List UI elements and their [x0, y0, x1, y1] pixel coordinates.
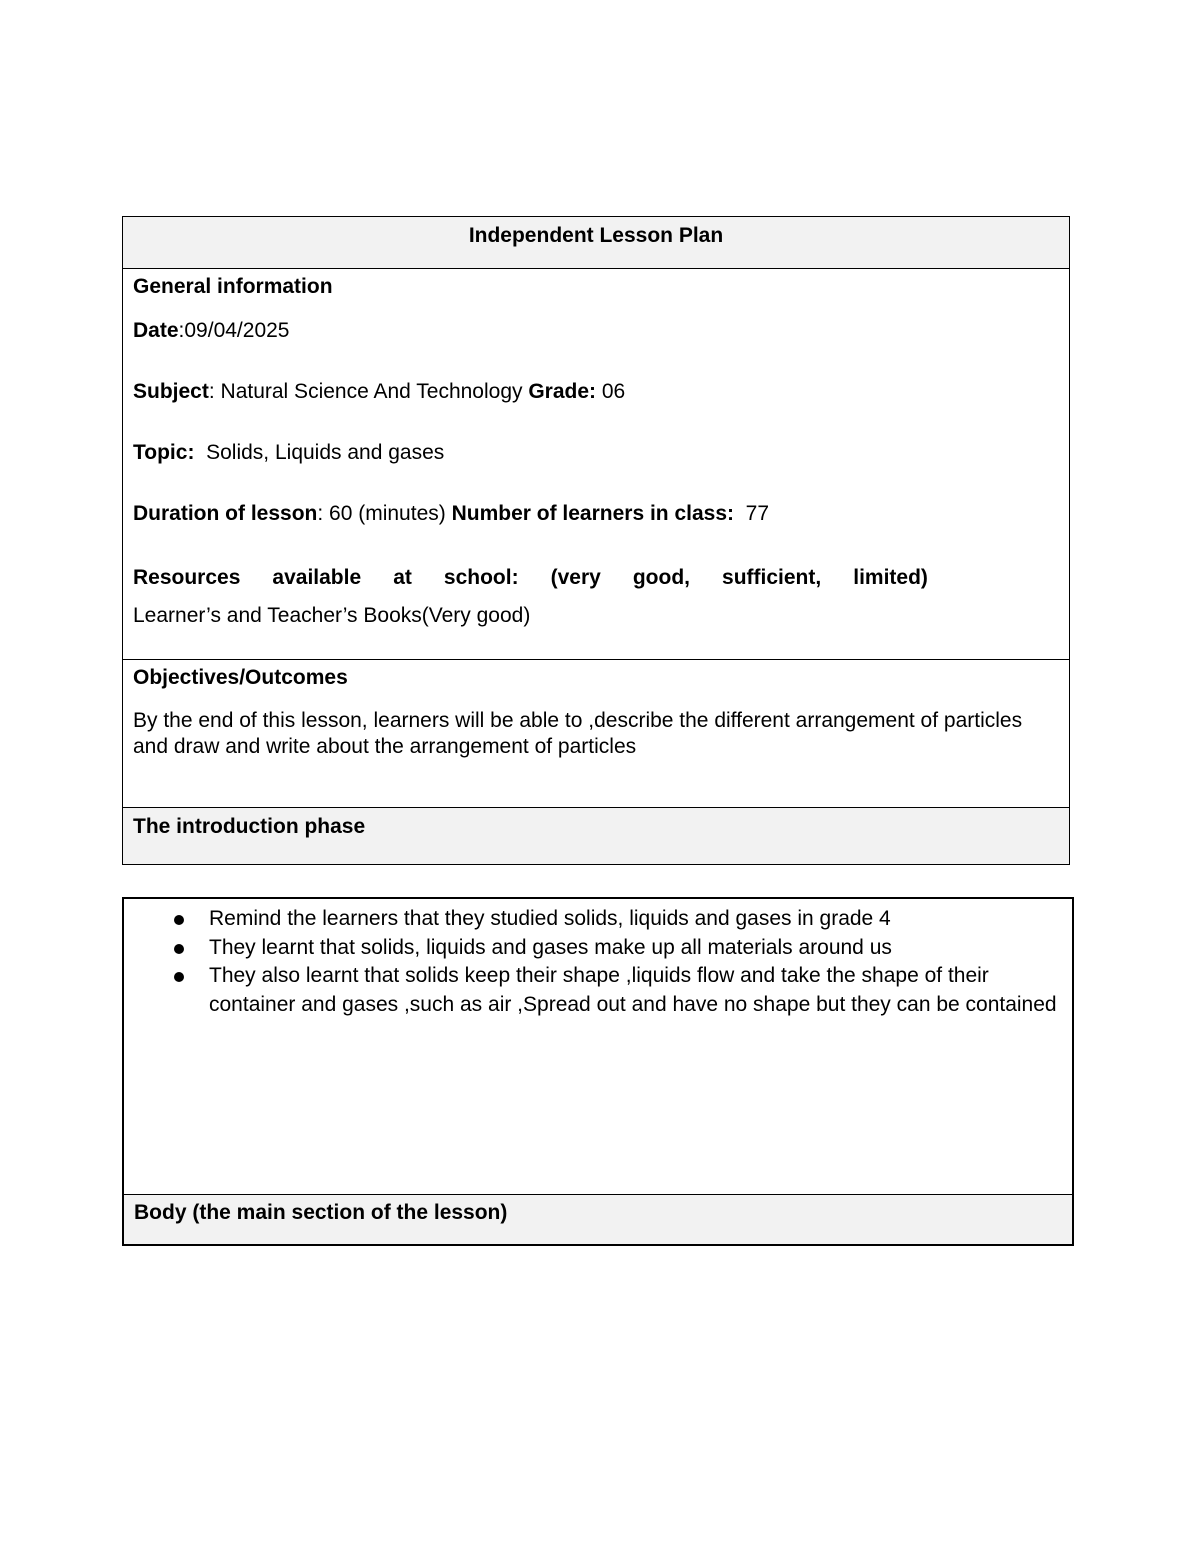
- date-separator: :: [178, 319, 185, 342]
- resources-word: good,: [632, 566, 690, 589]
- resources-word: limited): [853, 566, 928, 589]
- resources-word: school:: [443, 566, 519, 589]
- introduction-bullet-list: [124, 905, 1062, 1019]
- resources-word: Resources: [133, 566, 241, 589]
- bullet-icon: [174, 915, 184, 925]
- general-information-heading: General information: [133, 275, 333, 298]
- introduction-table: [122, 897, 1074, 1246]
- general-information-section: [123, 268, 1069, 659]
- introduction-bullets-section: [124, 899, 1072, 1194]
- date-value: 09/04/2025: [184, 319, 290, 342]
- learners-label: Number of learners in class:: [451, 502, 735, 525]
- lesson-plan-title: Independent Lesson Plan: [123, 217, 1069, 268]
- resources-line: [133, 566, 928, 590]
- resources-word: at: [393, 566, 412, 589]
- objectives-heading: Objectives/Outcomes: [133, 666, 348, 689]
- list-item: [124, 934, 1069, 963]
- bullet-icon: [174, 944, 184, 954]
- date-line: [133, 319, 1059, 343]
- subject-value: Natural Science And Technology: [220, 380, 529, 403]
- topic-line: [133, 441, 1059, 465]
- resources-note: Learner’s and Teacher’s Books(Very good): [133, 604, 531, 627]
- lesson-plan-table: [122, 216, 1070, 865]
- objectives-section: [123, 659, 1069, 807]
- objectives-text: By the end of this lesson, learners will be able to ,describe the different arrangement of particles and draw and write about the arrangement of particles: [133, 709, 1023, 758]
- duration-line: [133, 502, 1059, 526]
- introduction-heading-row: [123, 807, 1069, 864]
- list-item: [124, 905, 1069, 934]
- body-heading-row: [124, 1194, 1072, 1244]
- duration-value: : 60 (minutes): [317, 502, 452, 525]
- subject-separator: :: [208, 380, 221, 403]
- subject-label: Subject: [133, 380, 209, 403]
- bullet-text: They also learnt that solids keep their shape ,liquids flow and take the shape of their container and gases ,such as air ,Spread out and have no shape but they can be contained: [209, 964, 1057, 1016]
- resources-word: available: [272, 566, 362, 589]
- grade-value: 06: [596, 380, 626, 403]
- date-label: Date: [133, 319, 179, 342]
- topic-label: Topic:: [133, 441, 195, 464]
- list-item: [124, 962, 1069, 1019]
- resources-word: (very: [550, 566, 601, 589]
- subject-line: [133, 380, 1059, 404]
- topic-value: Solids, Liquids and gases: [194, 441, 445, 464]
- bullet-text: Remind the learners that they studied solids, liquids and gases in grade 4: [209, 907, 891, 930]
- bullet-text: They learnt that solids, liquids and gases make up all materials around us: [209, 935, 892, 959]
- grade-label: Grade:: [528, 380, 597, 403]
- duration-label: Duration of lesson: [133, 502, 318, 525]
- bullet-icon: [174, 972, 184, 982]
- introduction-heading: The introduction phase: [133, 815, 366, 838]
- body-heading: Body (the main section of the lesson): [134, 1201, 508, 1224]
- resources-word: sufficient,: [722, 566, 822, 589]
- learners-value: 77: [734, 502, 770, 525]
